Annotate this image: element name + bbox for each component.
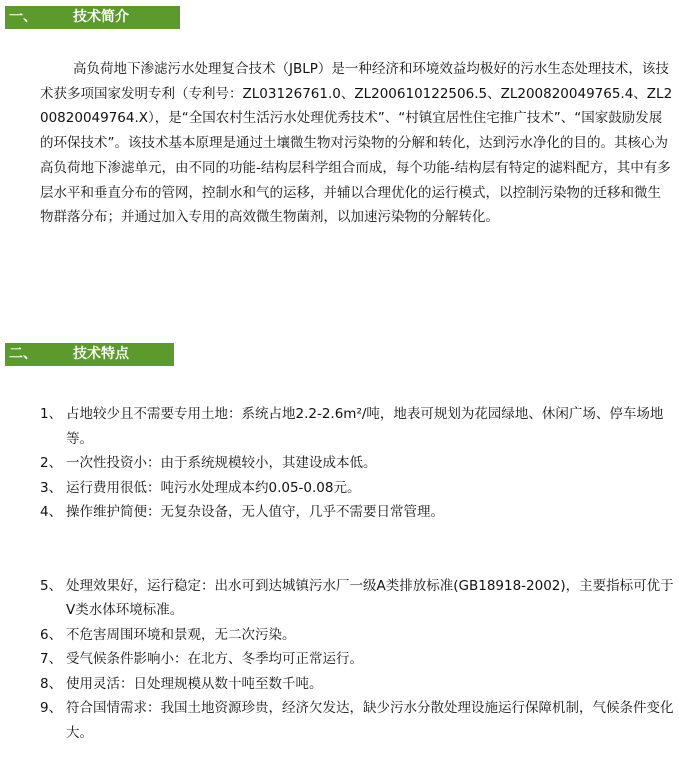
list-item (40, 696, 676, 745)
list-item (40, 574, 676, 623)
item-number: 7、 (40, 651, 63, 667)
item-text: 占地较少且不需要专用土地：系统占地2.2-2.6m²/吨，地表可规划为花园绿地、休闲广场、停车场地等。 (66, 406, 664, 447)
list-item (40, 476, 676, 501)
section-title: 技术特点 (73, 346, 129, 362)
list-item (40, 672, 676, 697)
feature-list (40, 402, 676, 745)
item-text: 操作维护简便：无复杂设备，无人值守，几乎不需要日常管理。 (66, 504, 444, 520)
section-number: 二、 (9, 346, 37, 362)
list-item (40, 402, 676, 451)
section-header-features (5, 343, 174, 366)
item-text: 受气候条件影响小：在北方、冬季均可正常运行。 (66, 651, 363, 667)
intro-paragraph: 高负荷地下渗滤污水处理复合技术（JBLP）是一种经济和环境效益均极好的污水生态处理技术，该技术获多项国家发明专利（专利号：ZL03126761.0、ZL200610122506.5、ZL200820049765.4、ZL200820049764.X），是“全国农村生活污水处理优秀技术”、“村镇宜居性住宅推广技术”、“国家鼓励发展的环保技术”。该技术基本原理是通过土壤微生物对污染物的分解和转化，达到污水净化的目的。其核心为高负荷地下渗滤单元，由不同的功能-结构层科学组合而成，每个功能-结构层有特定的滤料配方，其中有多层水平和垂直分布的管网，控制水和气的运移，并辅以合理优化的运行模式，以控制污染物的迁移和微生物群落分布；并通过加入专用的高效微生物菌剂，以加速污染物的分解转化。 (40, 61, 673, 226)
item-number: 1、 (40, 406, 63, 422)
section-number: 一、 (9, 9, 37, 25)
list-item (40, 500, 676, 525)
item-number: 3、 (40, 479, 63, 496)
section-header-intro (5, 6, 180, 29)
list-item (40, 623, 676, 648)
item-number: 6、 (40, 626, 63, 643)
item-number: 9、 (40, 700, 63, 716)
list-spacer (40, 525, 676, 574)
item-text: 运行费用很低：吨污水处理成本约0.05-0.08元。 (66, 479, 361, 496)
item-text: 使用灵活：日处理规模从数十吨至数千吨。 (66, 675, 323, 692)
item-text: 一次性投资小：由于系统规模较小，其建设成本低。 (66, 455, 377, 471)
item-text: 处理效果好，运行稳定：出水可到达城镇污水厂一级A类排放标准(GB18918-2002)，主要指标可优于V类水体环境标准。 (66, 577, 674, 618)
list-item (40, 647, 676, 672)
section-title: 技术简介 (73, 9, 129, 25)
item-text: 符合国情需求：我国土地资源珍贵，经济欠发达，缺少污水分散处理设施运行保障机制，气候条件变化大。 (66, 700, 674, 741)
item-number: 5、 (40, 577, 63, 594)
item-number: 2、 (40, 455, 63, 471)
list-item (40, 451, 676, 476)
item-text: 不危害周围环境和景观，无二次污染。 (66, 626, 296, 643)
item-number: 8、 (40, 675, 63, 692)
item-number: 4、 (40, 504, 63, 520)
